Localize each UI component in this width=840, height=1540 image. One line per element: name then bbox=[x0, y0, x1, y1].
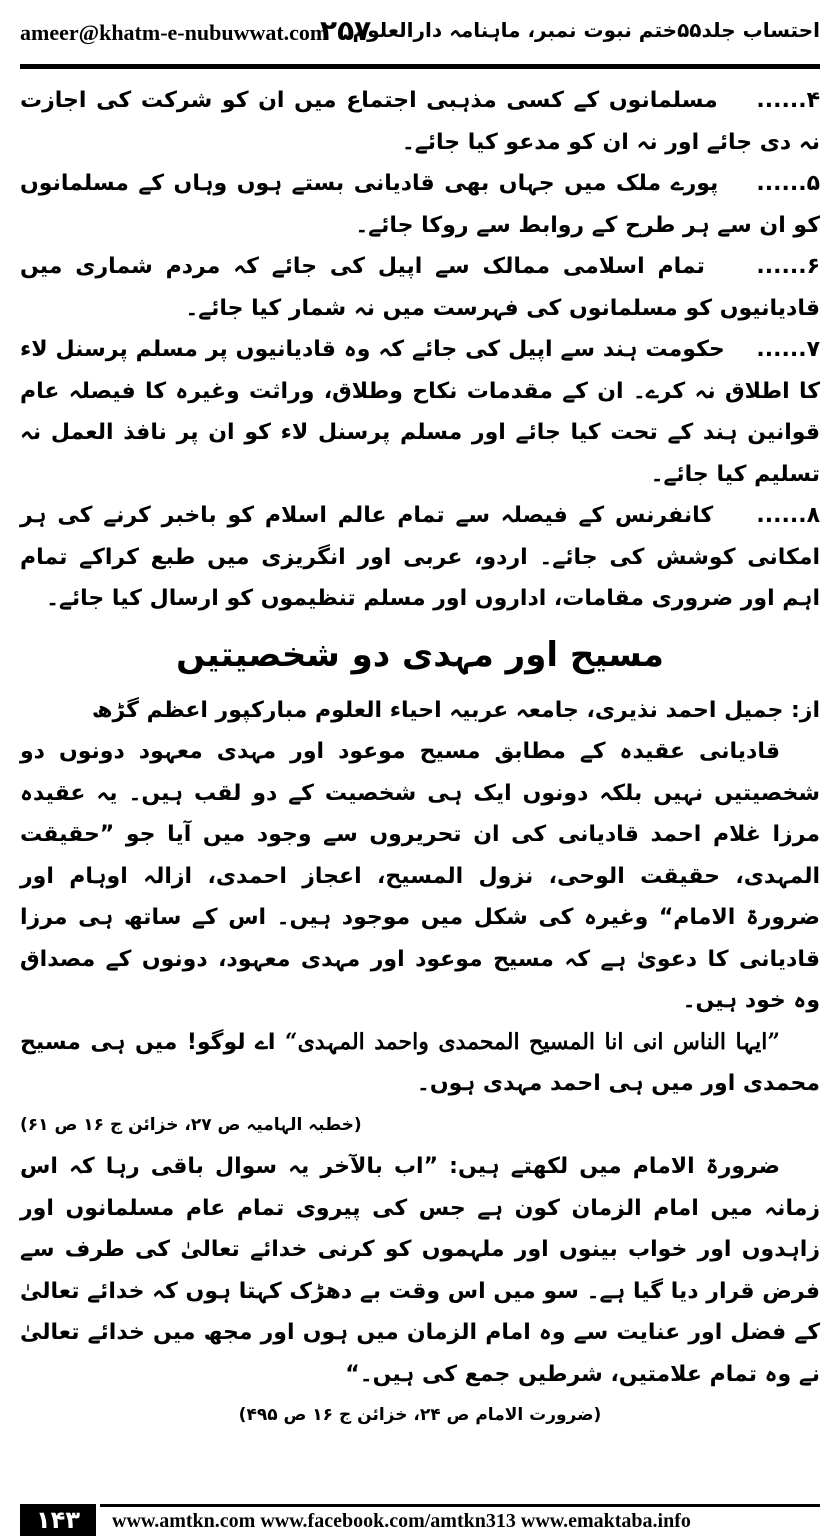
header-page-number: ۲۵۷ bbox=[320, 14, 372, 47]
quote-arabic: ”ایہا الناس انی انا المسیح المحمدی واحمد المہدی“ bbox=[284, 1028, 780, 1055]
page-header bbox=[20, 14, 820, 54]
list-item bbox=[20, 495, 820, 620]
footer-links[interactable]: www.amtkn.com www.facebook.com/amtkn313 www.emaktaba.info bbox=[112, 1510, 691, 1532]
quote-urdu: اے لوگو! میں ہی مسیح محمدی اور میں ہی احمد مہدی ہوں۔ bbox=[20, 1029, 820, 1096]
list-item bbox=[20, 80, 820, 163]
item-text: تمام اسلامی ممالک سے اپیل کی جائے کہ مردم شماری میں قادیانیوں کو مسلمانوں کی فہرست میں نہ شمار کیا جائے۔ bbox=[20, 254, 820, 321]
article-paragraph: قادیانی عقیدہ کے مطابق مسیح موعود اور مہدی معہود دونوں دو شخصیتیں نہیں بلکہ دونوں ایک ہی شخصیت کے دو لقب ہیں۔ یہ عقیدہ مرزا غلام احمد قادیانی کی ان تحریروں سے وجود میں آیا جو ”حقیقت المہدی، حقیقت الوحی، نزول المسیح، اعجاز احمدی، ازالہ اوہام اور ضرورۃ الامام“ وغیرہ کی شکل میں موجود ہیں۔ اس کے ساتھ ہی مرزا قادیانی کا دعویٰ ہے کہ مسیح موعود اور مہدی معہود، دونوں کے مصداق وہ خود ہیں۔ bbox=[20, 739, 820, 1013]
quote-paragraph bbox=[20, 1022, 820, 1105]
item-number: ۷...... bbox=[756, 337, 820, 362]
page-footer bbox=[20, 1504, 820, 1534]
item-number: ۸...... bbox=[756, 503, 820, 528]
item-number: ۵...... bbox=[756, 171, 821, 196]
list-item bbox=[20, 163, 820, 246]
item-text: حکومت ہند سے اپیل کی جائے کہ وہ قادیانیوں پر مسلم پرسنل لاء کا اطلاق نہ کرے۔ ان کے مقدمات نکاح وطلاق، وراثت وغیرہ کا فیصلہ عام قوانین ہند کے تحت کیا جائے اور مسلم پرسنل لاء کو ان پر نافذ العمل نہ تسلیم کیا جائے۔ bbox=[20, 337, 820, 487]
article-author: از: جمیل احمد نذیری، جامعہ عربیہ احیاء العلوم مبارکپور اعظم گڑھ bbox=[91, 697, 820, 723]
item-number: ۴...... bbox=[756, 88, 820, 113]
footer-rule bbox=[100, 1504, 820, 1507]
article-heading: مسیح اور مہدی دو شخصیتیں bbox=[176, 634, 664, 675]
item-text: مسلمانوں کے کسی مذہبی اجتماع میں ان کو شرکت کی اجازت نہ دی جائے اور نہ ان کو مدعو کیا جائے۔ bbox=[20, 88, 820, 155]
header-rule bbox=[20, 64, 820, 69]
para-reference: (ضرورت الامام ص ۲۴، خزائن ج ۱۶ ص ۴۹۵) bbox=[238, 1405, 602, 1425]
header-email[interactable]: ameer@khatm-e-nubuwwat.com bbox=[20, 20, 329, 45]
article-paragraph: ضرورۃ الامام میں لکھتے ہیں: ”اب بالآخر یہ سوال باقی رہا کہ اس زمانہ میں امام الزمان کون ہے جس کی پیروی تمام عام مسلمانوں اور زاہدوں اور خواب بینوں اور ملہموں کو کرنی خدائے تعالیٰ کی طرف سے فرض قرار دیا گیا ہے۔ سو میں اس وقت بے دھڑک کہتا ہوں کہ خدائے تعالیٰ کے فضل اور عنایت سے وہ امام الزمان میں ہوں اور مجھ میں خدائے تعالیٰ نے وہ تمام علامتیں، شرطیں جمع کی ہیں۔“ bbox=[20, 1154, 820, 1387]
header-title: احتساب جلد۵۵ختم نبوت نمبر، ماہنامہ دارالعلوم bbox=[352, 18, 820, 42]
footer-page-number: ۱۴۳ bbox=[20, 1504, 96, 1536]
page-content bbox=[20, 80, 820, 1437]
item-number: ۶...... bbox=[756, 254, 820, 279]
item-text: کانفرنس کے فیصلہ سے تمام عالم اسلام کو باخبر کرنے کی ہر امکانی کوشش کی جائے۔ اردو، عربی اور انگریزی میں طبع کراکے تمام اہم اور ضروری مقامات، اداروں اور مسلم تنظیموں کو ارسال کیا جائے۔ bbox=[20, 503, 820, 611]
list-item bbox=[20, 329, 820, 495]
item-text: پورے ملک میں جہاں بھی قادیانی بستے ہوں وہاں کے مسلمانوں کو ان سے ہر طرح کے روابط سے روکا جائے۔ bbox=[20, 171, 820, 238]
quote-reference: (خطبہ الہامیہ ص ۲۷، خزائن ج ۱۶ ص ۶۱) bbox=[20, 1114, 362, 1135]
list-item bbox=[20, 246, 820, 329]
